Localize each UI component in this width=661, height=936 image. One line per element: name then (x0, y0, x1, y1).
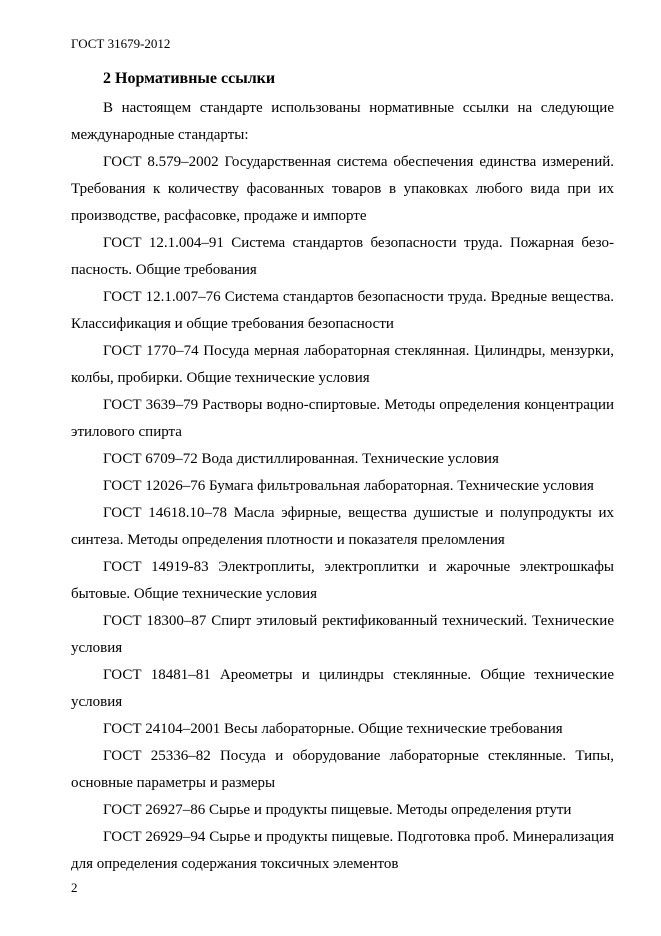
reference-item: ГОСТ 12.1.007–76 Система стандартов безопасности труда. Вредные вещества. Классификация и общие требования безопасности (71, 289, 614, 332)
reference-item: ГОСТ 1770–74 Посуда мерная лабораторная стеклянная. Цилиндры, мензурки, колбы, пробирки. Общие технические условия (71, 343, 614, 386)
reference-item: ГОСТ 12.1.004–91 Система стандартов безопасности труда. Пожарная безопасность. Общие требования (71, 235, 614, 278)
reference-item: ГОСТ 12026–76 Бумага фильтровальная лабораторная. Технические условия (103, 478, 594, 494)
reference-item: ГОСТ 8.579–2002 Государственная система обеспечения единства измерений. Требования к количеству фасованных товаров в упаковках любого вида при их производстве, расфасовке, продаже и импорте (71, 154, 614, 224)
intro-paragraph: В настоящем стандарте использованы нормативные ссылки на следующие международные стандарты: (71, 100, 614, 143)
reference-item: ГОСТ 25336–82 Посуда и оборудование лабораторные стеклянные. Типы, основные параметры и размеры (71, 748, 614, 791)
reference-item: ГОСТ 24104–2001 Весы лабораторные. Общие технические требования (103, 721, 563, 737)
page-number: 2 (71, 880, 78, 895)
reference-item: ГОСТ 18300–87 Спирт этиловый ректификованный технический. Технические условия (71, 613, 614, 656)
section-body (71, 95, 614, 878)
reference-item: ГОСТ 3639–79 Растворы водно-спиртовые. Методы определения концентрации этилового спирта (71, 397, 614, 440)
reference-item: ГОСТ 26929–94 Сырье и продукты пищевые. Подготовка проб. Минерализация для определения содержания токсичных элементов (71, 829, 614, 872)
reference-item: ГОСТ 14618.10–78 Масла эфирные, вещества душистые и полупродукты их синтеза. Методы определения плотности и показателя преломления (71, 505, 614, 548)
reference-item: ГОСТ 6709–72 Вода дистиллированная. Технические условия (103, 451, 499, 467)
reference-item: ГОСТ 26927–86 Сырье и продукты пищевые. Методы определения ртути (103, 802, 572, 818)
reference-item: ГОСТ 14919-83 Электроплиты, электроплитки и жарочные электрошкафы бытовые. Общие технические условия (71, 559, 614, 602)
reference-item: ГОСТ 18481–81 Ареометры и цилиндры стеклянные. Общие технические условия (71, 667, 614, 710)
document-header-code: ГОСТ 31679-2012 (71, 36, 171, 51)
section-title: 2 Нормативные ссылки (103, 70, 276, 87)
